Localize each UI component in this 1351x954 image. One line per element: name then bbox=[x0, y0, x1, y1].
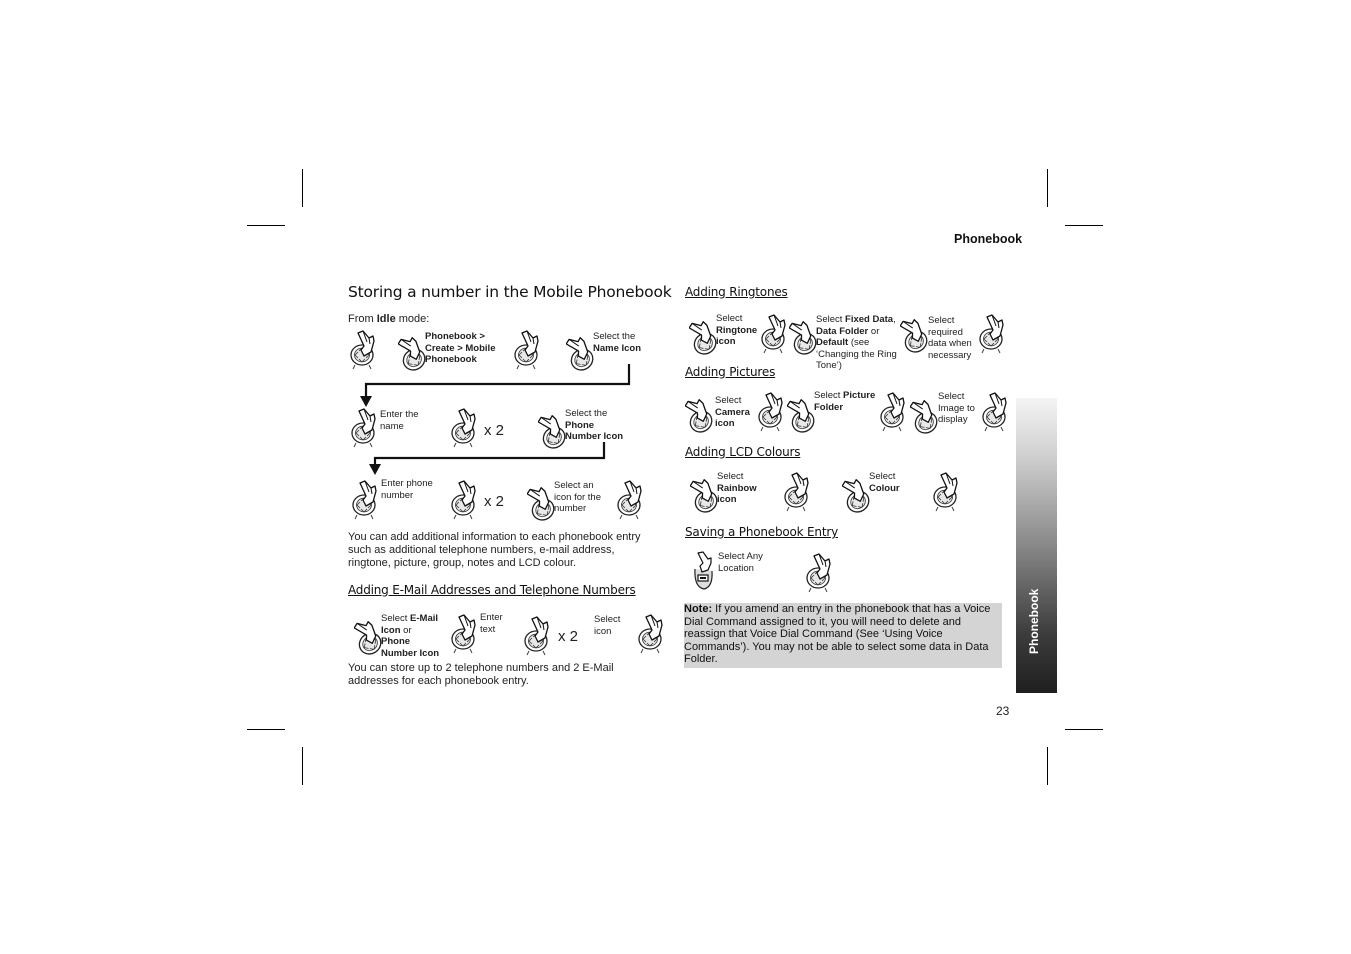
flow-arrow-icon bbox=[366, 440, 611, 478]
step-phonebook-create: Phonebook > Create > Mobile Phonebook bbox=[425, 331, 496, 365]
step-select-required-data: Select required data when necessary bbox=[928, 315, 972, 361]
pictures-heading: Adding Pictures bbox=[685, 365, 776, 379]
joystick-press-icon bbox=[978, 314, 1012, 354]
step-select-camera-icon: Select Camera icon bbox=[715, 395, 750, 429]
repeat-count: x 2 bbox=[484, 493, 505, 510]
step-select-icon-for-number: Select an icon for the number bbox=[554, 480, 601, 514]
section-header: Phonebook bbox=[954, 232, 1023, 246]
step-select-icon: Select icon bbox=[594, 614, 621, 637]
side-tab-label: Phonebook bbox=[1027, 588, 1041, 654]
crop-mark bbox=[302, 169, 303, 207]
joystick-press-icon bbox=[932, 472, 966, 512]
page-number: 23 bbox=[996, 704, 1010, 718]
joystick-press-icon bbox=[981, 392, 1015, 432]
step-select-ringtone-icon: Select Ringtone icon bbox=[716, 313, 758, 347]
step-select-rainbow-icon: Select Rainbow icon bbox=[717, 471, 757, 505]
joystick-press-icon bbox=[637, 614, 671, 654]
step-enter-name: Enter the name bbox=[380, 409, 419, 432]
joystick-scroll-icon bbox=[685, 396, 719, 436]
page-title: Storing a number in the Mobile Phonebook bbox=[348, 283, 672, 301]
crop-mark bbox=[302, 747, 303, 785]
crop-mark bbox=[247, 729, 285, 730]
step-select-email-icon: Select E-Mail Icon or Phone Number Icon bbox=[381, 613, 440, 659]
step-select-name-icon: Select the Name Icon bbox=[593, 331, 642, 354]
joystick-press-icon bbox=[450, 480, 484, 520]
step-select-phone-number-icon: Select the Phone Number Icon bbox=[565, 408, 624, 442]
step-enter-phone-number: Enter phone number bbox=[381, 478, 433, 501]
joystick-press-icon bbox=[879, 392, 913, 432]
crop-mark bbox=[1065, 729, 1103, 730]
joystick-press-icon bbox=[805, 553, 839, 593]
crop-mark bbox=[1065, 225, 1103, 226]
joystick-press-icon bbox=[351, 480, 385, 520]
crop-mark bbox=[1047, 169, 1048, 207]
repeat-count: x 2 bbox=[558, 628, 579, 645]
voice-command-note: Note: If you amend an entry in the phonebook that has a Voice Dial Command assigned to it, you will need to delete and reassign that Voice Dial Command (See ‘Using Voice Commands’). You may not be able to select some data in Data Folder. bbox=[684, 603, 1002, 668]
step-select-image: Select Image to display bbox=[938, 391, 975, 425]
lcd-colours-heading: Adding LCD Colours bbox=[685, 445, 801, 459]
step-select-any-location: Select Any Location bbox=[718, 551, 763, 574]
saving-heading: Saving a Phonebook Entry bbox=[685, 525, 838, 539]
joystick-press-icon bbox=[450, 614, 484, 654]
step-select-colour: Select Colour bbox=[869, 471, 900, 494]
joystick-press-icon bbox=[757, 392, 791, 432]
step-select-picture-folder: Select Picture Folder bbox=[814, 390, 876, 413]
ringtones-heading: Adding Ringtones bbox=[685, 285, 788, 299]
flow-arrow-icon bbox=[358, 362, 633, 410]
storage-limit-paragraph: You can store up to 2 telephone numbers and 2 E-Mail addresses for each phonebook entry. bbox=[348, 662, 614, 687]
step-enter-text: Enter text bbox=[480, 612, 503, 635]
additional-info-paragraph: You can add additional information to each phonebook entry such as additional telephone numbers, e-mail address, ringtone, picture, group, notes and LCD colour. bbox=[348, 531, 641, 569]
step-select-fixed-data: Select Fixed Data, Data Folder or Default (see ‘Changing the Ring Tone’) bbox=[816, 314, 897, 371]
crop-mark bbox=[1047, 747, 1048, 785]
joystick-press-icon bbox=[783, 472, 817, 512]
joystick-press-icon bbox=[523, 616, 557, 656]
email-section-heading: Adding E-Mail Addresses and Telephone Numbers bbox=[348, 583, 636, 597]
from-idle-line: From Idle mode: bbox=[348, 313, 430, 325]
joystick-press-icon bbox=[616, 480, 650, 520]
crop-mark bbox=[247, 225, 285, 226]
repeat-count: x 2 bbox=[484, 422, 505, 439]
